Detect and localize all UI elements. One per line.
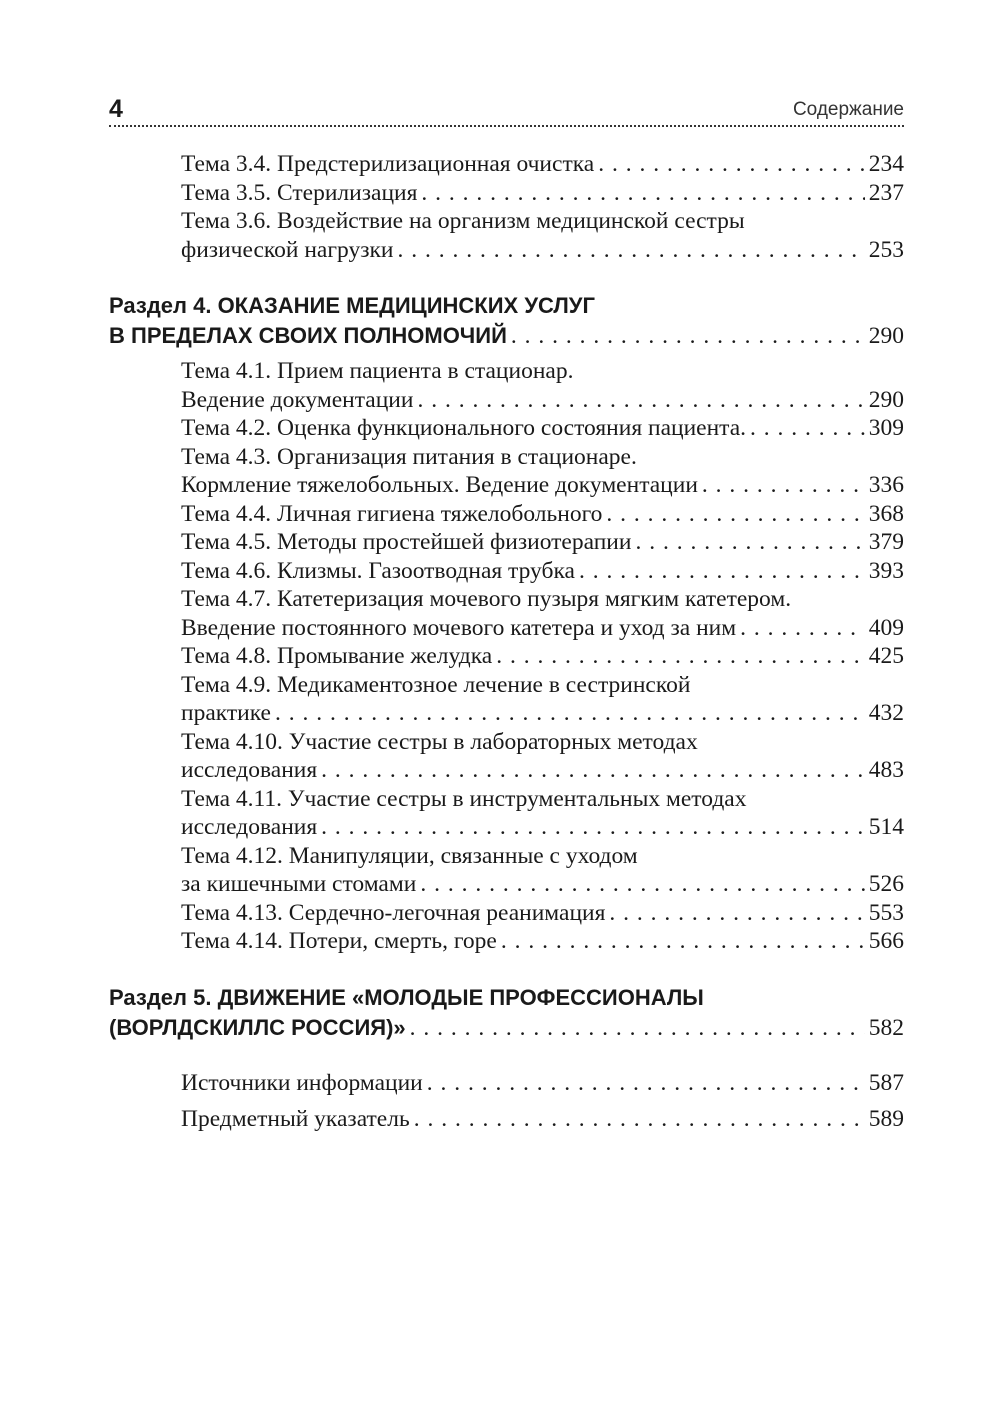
toc-entry-page: 526 [868, 871, 904, 897]
toc-entry [109, 414, 904, 443]
toc-entry-title: Тема 4.4. Личная гигиена тяжелобольного [181, 500, 603, 527]
toc-entry-page: 514 [868, 814, 904, 840]
toc-entry-page: 432 [868, 700, 904, 726]
toc-entry-title: Тема 4.13. Сердечно-легочная реанимация [181, 899, 606, 926]
toc-entry-title-line: Тема 4.1. Прием пациента в стационар. [181, 358, 574, 384]
toc-entry-title: Предметный указатель [181, 1106, 410, 1132]
toc-entry-page: 379 [868, 529, 904, 555]
toc-entry-title: Ведение документации [181, 386, 414, 413]
section-page: 582 [868, 1014, 904, 1041]
dot-leader [397, 236, 864, 265]
toc-entry [109, 899, 904, 928]
toc-entry-title-line: Тема 4.7. Катетеризация мочевого пузыря мягким катетером. [181, 586, 792, 612]
toc-entry-page: 309 [868, 415, 904, 441]
toc-entry [109, 756, 904, 785]
dot-leader [609, 899, 864, 928]
dot-leader [579, 557, 865, 586]
toc-entry-page: 237 [868, 179, 904, 206]
toc-entry-title: физической нагрузки [181, 236, 394, 263]
toc-entry [109, 813, 904, 842]
dot-leader [702, 471, 865, 500]
dot-leader [501, 927, 865, 956]
toc-entry-title-line: Тема 4.3. Организация питания в стационаре. [181, 443, 637, 470]
toc-entry [109, 386, 904, 415]
toc-entry-page: 425 [868, 643, 904, 669]
toc-entry-title: Тема 3.5. Стерилизация [181, 179, 418, 206]
toc-entry [109, 614, 904, 643]
toc-entry-page: 483 [868, 757, 904, 783]
toc-entry-title: Тема 4.5. Методы простейшей физиотерапии [181, 529, 632, 555]
section-title: (ВОРЛДСКИЛЛС РОССИЯ)» [109, 1014, 406, 1040]
toc-entry [109, 642, 904, 671]
toc-entry [109, 471, 904, 500]
dot-leader [414, 1105, 865, 1134]
toc-entry [109, 179, 904, 208]
toc-entry [109, 528, 904, 557]
toc-entry [109, 557, 904, 586]
toc-entry-page: 393 [868, 557, 904, 584]
toc-entry-page: 368 [868, 500, 904, 527]
toc-entry [109, 236, 904, 265]
toc-entry-title: Тема 4.6. Клизмы. Газоотводная трубка [181, 557, 575, 584]
toc-entry [109, 150, 904, 179]
toc-entry-page: 589 [868, 1106, 904, 1132]
dot-leader [321, 756, 865, 785]
toc-entry-title: Тема 3.4. Предстерилизационная очистка [181, 151, 595, 177]
dot-leader [427, 1069, 865, 1098]
dot-leader [496, 642, 865, 671]
toc-entry-title: за кишечными стомами [181, 871, 417, 897]
header-dotted-rule [109, 125, 904, 127]
toc-entry [109, 927, 904, 956]
table-of-contents [109, 150, 904, 1134]
dot-leader [740, 614, 865, 643]
toc-entry-title: исследования [181, 814, 318, 840]
toc-entry-title: Тема 4.14. Потери, смерть, горе [181, 928, 497, 954]
toc-entry-title: Тема 4.8. Промывание желудка [181, 643, 493, 669]
toc-entry-title: Тема 4.2. Оценка функционального состояния пациента. [181, 415, 747, 441]
running-title: Содержание [792, 99, 904, 120]
toc-entry-title-line: Тема 4.11. Участие сестры в инструментальных методах [181, 785, 747, 812]
section-heading-line: Раздел 5. ДВИЖЕНИЕ «МОЛОДЫЕ ПРОФЕССИОНАЛЫ [109, 984, 704, 1010]
toc-entry-page: 290 [868, 386, 904, 413]
toc-entry-page: 253 [868, 236, 904, 263]
toc-entry-title: исследования [181, 757, 318, 783]
toc-entry [109, 1069, 904, 1098]
dot-leader [598, 150, 865, 179]
toc-entry-page: 566 [868, 928, 904, 954]
toc-entry-title: практике [181, 700, 271, 726]
dot-leader [417, 386, 864, 415]
dot-leader [321, 813, 865, 842]
toc-entry-title-line: Тема 4.10. Участие сестры в лабораторных методах [181, 728, 698, 755]
toc-entry [109, 870, 904, 899]
toc-entry-title: Источники информации [181, 1069, 423, 1096]
dot-leader [275, 699, 865, 728]
dot-leader [420, 870, 864, 899]
dot-leader [635, 528, 864, 557]
dot-leader [410, 1013, 865, 1043]
section-heading [109, 1013, 904, 1043]
toc-entry-title: Кормление тяжелобольных. Ведение документации [181, 472, 698, 498]
section-page: 290 [868, 323, 904, 349]
toc-entry-title: Введение постоянного мочевого катетера и уход за ним [181, 614, 737, 641]
section-heading [109, 321, 904, 351]
toc-entry-title-line: Тема 4.12. Манипуляции, связанные с уходом [181, 842, 638, 869]
dot-leader [511, 321, 865, 351]
toc-entry-page: 553 [868, 899, 904, 926]
dot-leader [750, 414, 865, 443]
toc-entry [109, 699, 904, 728]
toc-entry-page: 587 [868, 1069, 904, 1096]
toc-entry-title-line: Тема 3.6. Воздействие на организм медицинской сестры [181, 208, 745, 234]
toc-entry-page: 409 [868, 614, 904, 641]
toc-entry-page: 336 [868, 472, 904, 498]
section-title: В ПРЕДЕЛАХ СВОИХ ПОЛНОМОЧИЙ [109, 323, 507, 348]
dot-leader [606, 500, 864, 529]
toc-entry [109, 1105, 904, 1134]
page-number: 4 [109, 95, 123, 123]
page-header [109, 94, 904, 130]
dot-leader [421, 179, 864, 208]
section-heading-line: Раздел 4. ОКАЗАНИЕ МЕДИЦИНСКИХ УСЛУГ [109, 293, 595, 318]
toc-entry [109, 500, 904, 529]
toc-entry-title-line: Тема 4.9. Медикаментозное лечение в сестринской [181, 671, 691, 698]
toc-entry-page: 234 [868, 151, 904, 177]
